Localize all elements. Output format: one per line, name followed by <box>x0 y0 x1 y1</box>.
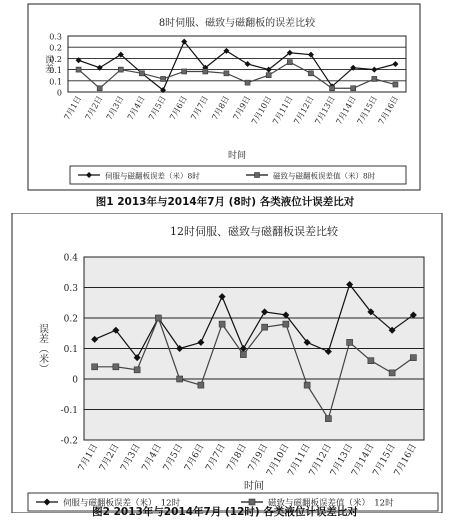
data-point-s2 <box>76 67 81 72</box>
data-point-s2 <box>410 355 416 361</box>
data-point-s2 <box>262 324 268 330</box>
data-point-s2 <box>224 71 229 76</box>
data-point-s2 <box>287 60 292 65</box>
data-point-s2 <box>283 321 289 327</box>
data-point-s2 <box>372 76 377 81</box>
x-tick-label: 7月15日 <box>371 442 398 478</box>
x-tick-label: 7月7日 <box>204 442 228 474</box>
y-tick-label: 0.1 <box>63 345 78 355</box>
x-tick-label: 7月12日 <box>307 442 334 478</box>
y-tick-label: -0.1 <box>60 406 78 416</box>
data-point-s2 <box>245 80 250 85</box>
data-point-s2 <box>92 364 98 370</box>
figure-caption-2: 图2 2013年与2014年7月 (12时) 各类液位计误差比对 <box>92 506 358 518</box>
x-tick-label: 7月3日 <box>119 442 143 474</box>
x-tick-label: 7月2日 <box>83 94 105 122</box>
data-point-s2 <box>161 76 166 81</box>
chart-8am <box>0 0 450 196</box>
plot-area <box>68 36 406 92</box>
figure-caption-1: 图1 2013年与2014年7月 (8时) 各类液位计误差比对 <box>95 196 355 208</box>
chart-12pm <box>0 213 450 513</box>
y-tick-label: 0.1 <box>49 77 62 87</box>
data-point-s2 <box>139 71 144 76</box>
x-tick-label: 7月4日 <box>125 94 147 122</box>
x-tick-label: 7月6日 <box>168 94 189 122</box>
legend-label: 伺服与磁翻板误差（米）8时 <box>105 171 200 181</box>
y-axis-label: 误差（米） <box>36 323 48 374</box>
x-tick-label: 7月15日 <box>355 94 380 127</box>
x-tick-label: 7月11日 <box>271 94 295 127</box>
x-tick-label: 7月3日 <box>104 94 126 122</box>
data-point-s2 <box>203 69 208 74</box>
x-tick-label: 7月7日 <box>189 94 211 122</box>
x-tick-label: 7月8日 <box>225 442 249 474</box>
x-tick-label: 7月6日 <box>183 442 207 474</box>
chart-panel-12pm <box>0 213 450 513</box>
data-point-s2 <box>389 370 395 376</box>
data-point-s2 <box>155 315 161 321</box>
chart-title: 8时伺服、磁致与磁翻板的误差比较 <box>158 18 316 29</box>
data-point-s2 <box>351 86 356 91</box>
x-tick-label: 7月9日 <box>231 94 253 122</box>
x-tick-label: 7月1日 <box>62 94 84 122</box>
x-tick-label: 7月14日 <box>334 94 358 127</box>
data-point-s2 <box>330 86 335 91</box>
y-tick-label: 0.3 <box>49 32 62 42</box>
data-point-s2 <box>177 376 183 382</box>
x-tick-label: 7月10日 <box>249 94 274 127</box>
data-point-s2 <box>368 358 374 364</box>
x-tick-label: 7月16日 <box>392 442 419 478</box>
legend-label: 磁致与磁翻板误差值（米）8时 <box>273 171 376 181</box>
chart-title: 12时伺服、磁致与磁翻板误差比较 <box>170 225 338 238</box>
legend-label: 伺服与磁翻板误差（米） 12时 <box>63 498 181 509</box>
data-point-s2 <box>113 364 119 370</box>
y-tick-label: 0.2 <box>63 314 78 325</box>
y-tick-label: 0 <box>72 375 78 386</box>
x-tick-label: 7月16日 <box>376 94 401 127</box>
x-tick-label: 7月5日 <box>161 442 186 474</box>
data-point-s2 <box>266 73 271 78</box>
y-tick-label: 0.4 <box>63 253 78 264</box>
x-tick-label: 7月1日 <box>76 442 101 474</box>
legend-label: 磁致与磁翻板误差值（米） 12时 <box>268 498 394 509</box>
y-tick-label: 0.2 <box>49 43 62 53</box>
data-point-s2 <box>118 67 123 72</box>
x-axis-label: 时间 <box>244 481 264 492</box>
x-tick-label: 7月2日 <box>98 442 122 474</box>
data-point-s2 <box>240 352 246 358</box>
y-tick-label: 0 <box>56 88 62 98</box>
x-tick-label: 7月8日 <box>210 94 232 122</box>
data-point-s2 <box>325 416 331 422</box>
data-point-s2 <box>304 382 310 388</box>
y-tick-label: 0.2 <box>49 54 62 64</box>
legend-marker <box>255 173 260 178</box>
data-point-s2 <box>219 321 225 327</box>
y-axis-label: 误差 <box>43 55 53 73</box>
y-tick-label: -0.2 <box>60 436 78 447</box>
x-tick-label: 7月14日 <box>350 442 377 478</box>
x-tick-label: 7月13日 <box>328 442 356 478</box>
y-tick-label: 0.3 <box>63 284 78 294</box>
x-tick-label: 7月13日 <box>313 94 337 127</box>
data-point-s2 <box>347 339 353 345</box>
data-point-s2 <box>97 86 102 91</box>
x-tick-label: 7月10日 <box>265 442 292 478</box>
x-tick-label: 7月5日 <box>146 94 168 122</box>
data-point-s2 <box>198 382 204 388</box>
data-point-s2 <box>308 71 313 76</box>
data-point-s2 <box>393 82 398 87</box>
x-tick-label: 7月12日 <box>292 94 316 127</box>
chart-panel-8am <box>0 0 450 196</box>
x-tick-label: 7月9日 <box>246 442 271 474</box>
x-tick-label: 7月4日 <box>140 442 164 474</box>
y-tick-label: 0.1 <box>49 66 62 76</box>
x-tick-label: 7月11日 <box>286 442 313 478</box>
x-axis-label: 时间 <box>227 151 247 161</box>
data-point-s2 <box>182 69 187 74</box>
data-point-s2 <box>134 367 140 373</box>
